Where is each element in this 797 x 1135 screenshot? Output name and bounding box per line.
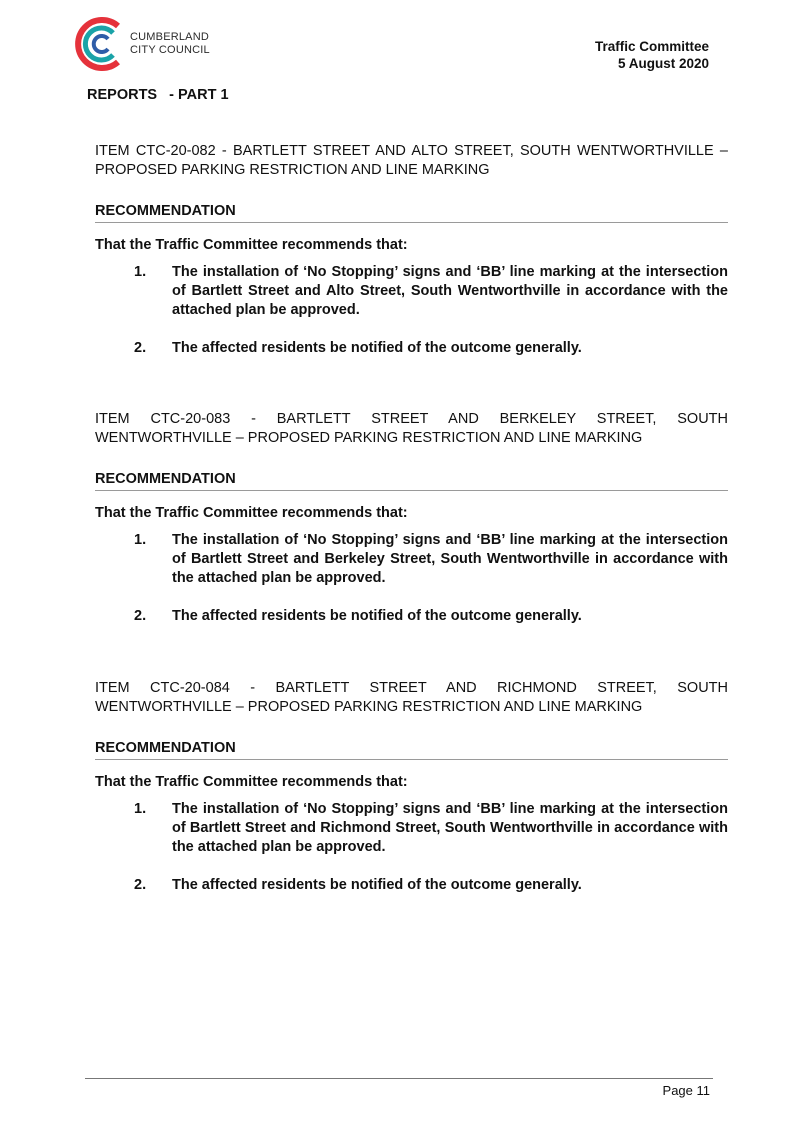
point-text: The affected residents be notified of the outcome generally. [172, 340, 582, 356]
point-text: The affected residents be notified of the outcome generally. [172, 608, 582, 624]
item-title: ITEM CTC-20-082 - BARTLETT STREET AND ALTO STREET, SOUTH WENTWORTHVILLE – PROPOSED PARKING RESTRICTION AND LINE MARKING [95, 143, 728, 178]
recommendation-list [95, 531, 728, 626]
council-logo [72, 12, 222, 76]
cumberland-logo-icon [72, 12, 128, 76]
point-text: The installation of ‘No Stopping’ signs and ‘BB’ line marking at the intersection of Bartlett Street and Berkeley Street, South Wentworthville in accordance with the attached plan be approved. [172, 532, 728, 586]
recommendation-list [95, 263, 728, 358]
recommendation-point [95, 339, 728, 358]
report-item [95, 410, 728, 645]
report-item [95, 142, 728, 377]
point-number: 2. [134, 340, 147, 356]
recommendation-intro: That the Traffic Committee recommends that: [95, 237, 408, 253]
point-number: 2. [134, 608, 147, 624]
meeting-date: 5 August 2020 [617, 56, 709, 71]
point-number: 1. [134, 264, 147, 280]
recommendation-list [95, 800, 728, 895]
committee-header [595, 38, 709, 72]
item-title: ITEM CTC-20-083 - BARTLETT STREET AND BERKELEY STREET, SOUTH WENTWORTHVILLE – PROPOSED PARKING RESTRICTION AND LINE MARKING [95, 411, 728, 446]
recommendation-heading: RECOMMENDATION [95, 740, 728, 760]
recommendation-heading: RECOMMENDATION [95, 471, 728, 491]
committee-name: Traffic Committee [594, 39, 709, 54]
recommendation-intro: That the Traffic Committee recommends that: [95, 505, 408, 521]
point-number: 1. [134, 532, 147, 548]
point-text: The affected residents be notified of the outcome generally. [172, 877, 582, 893]
footer-divider [85, 1078, 713, 1079]
logo-line-2: CITY COUNCIL [130, 44, 210, 56]
item-title: ITEM CTC-20-084 - BARTLETT STREET AND RICHMOND STREET, SOUTH WENTWORTHVILLE – PROPOSED PARKING RESTRICTION AND LINE MARKING [95, 680, 728, 715]
logo-line-1: CUMBERLAND [130, 31, 210, 43]
recommendation-intro: That the Traffic Committee recommends that: [95, 774, 408, 790]
recommendation-heading: RECOMMENDATION [95, 203, 728, 223]
point-number: 1. [134, 801, 147, 817]
report-item [95, 679, 728, 914]
recommendation-point [95, 607, 728, 626]
recommendation-point [95, 876, 728, 895]
recommendation-point [95, 531, 728, 588]
logo-wordmark [130, 31, 210, 57]
point-number: 2. [134, 877, 147, 893]
point-text: The installation of ‘No Stopping’ signs and ‘BB’ line marking at the intersection of Bartlett Street and Richmond Street, South Wentworthville in accordance with the attached plan be approved. [172, 801, 728, 855]
recommendation-point [95, 800, 728, 857]
section-heading: REPORTS - PART 1 [87, 87, 229, 103]
page-number: Page 11 [662, 1083, 710, 1098]
recommendation-point [95, 263, 728, 320]
point-text: The installation of ‘No Stopping’ signs and ‘BB’ line marking at the intersection of Bartlett Street and Alto Street, South Wentworthville in accordance with the attached plan be approved. [172, 264, 728, 318]
